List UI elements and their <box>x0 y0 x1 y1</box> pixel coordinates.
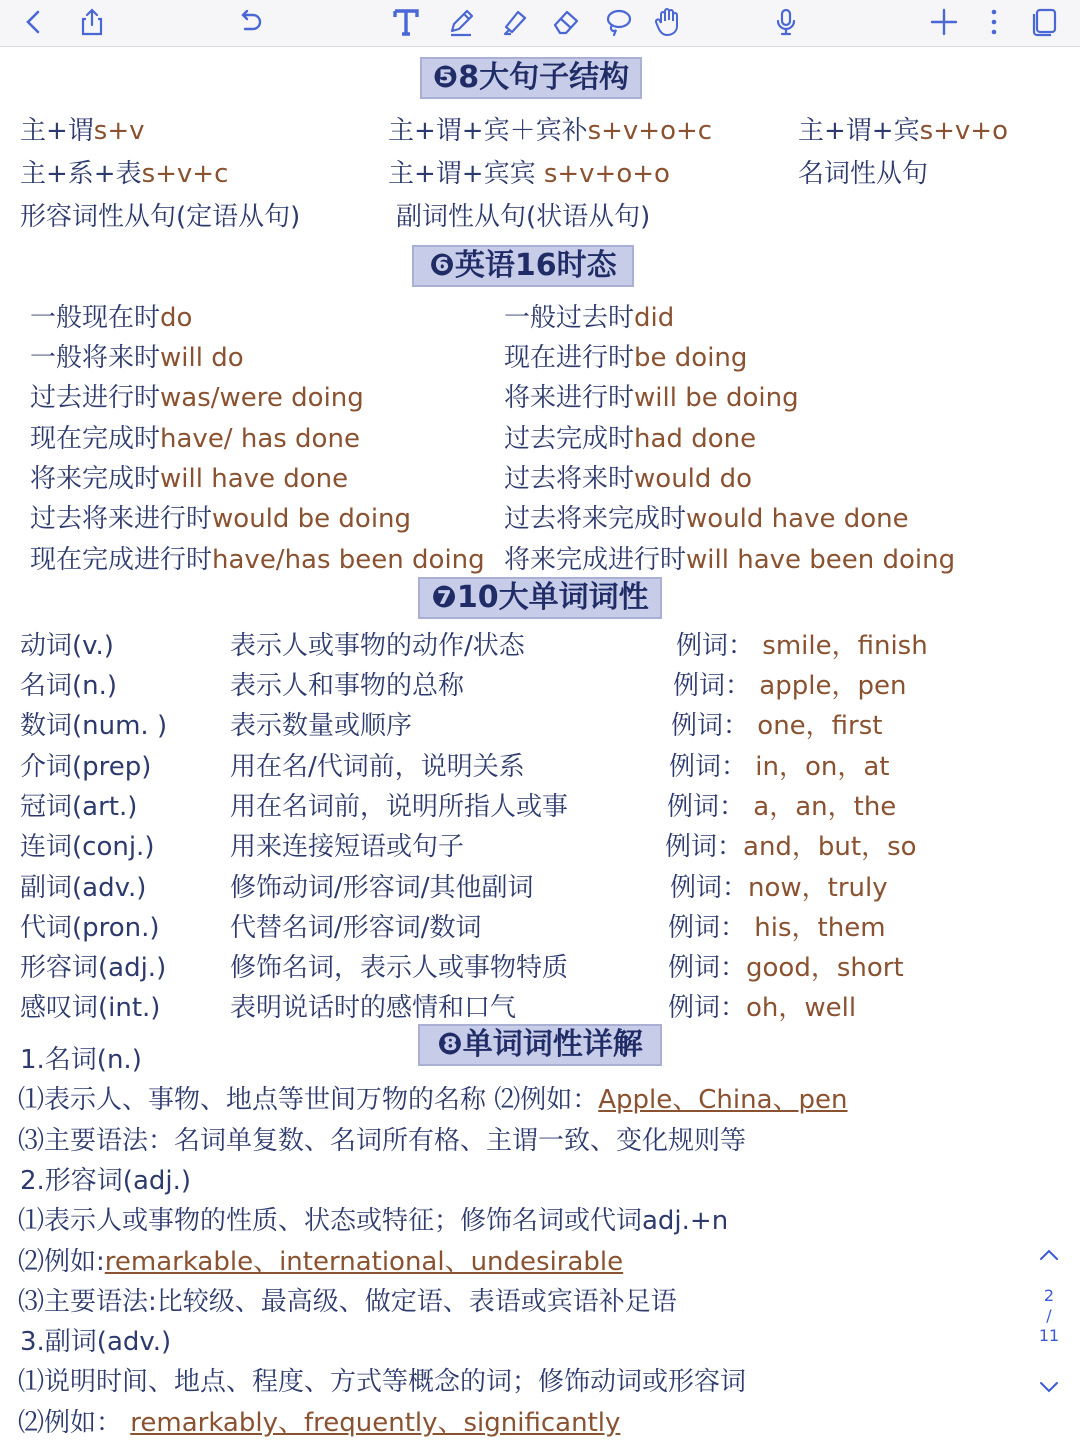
sentence-pattern: 副词性从句(状语从句) <box>396 202 651 232</box>
highlighter-icon[interactable] <box>496 4 532 40</box>
pos-name: 名词(n.) <box>20 671 118 701</box>
pos-name: 副词(adv.) <box>20 873 147 903</box>
sentence-pattern: 主+系+表s+v+c <box>20 159 229 189</box>
pos-example: 例词： one，first <box>671 711 883 741</box>
lasso-icon[interactable] <box>600 4 636 40</box>
tense-item: 过去进行时was/were doing <box>30 383 364 413</box>
microphone-icon[interactable] <box>768 4 804 40</box>
tense-item: 现在进行时be doing <box>504 343 748 373</box>
pos-name: 动词(v.) <box>20 631 114 661</box>
sentence-pattern: 名词性从句 <box>798 159 929 189</box>
add-icon[interactable] <box>926 4 962 40</box>
detail-line: ⑴说明时间、地点、程度、方式等概念的词；修饰动词或形容词 <box>18 1367 747 1397</box>
pos-example: 例词： smile，finish <box>676 631 928 661</box>
hand-icon[interactable] <box>650 4 686 40</box>
tense-item: 过去将来完成时would have done <box>504 504 909 534</box>
detail-line: ⑶主要语法:比较级、最高级、做定语、表语或宾语补足语 <box>18 1287 677 1317</box>
pos-name: 数词(num. ) <box>20 711 168 741</box>
page-separator: / <box>1046 1306 1052 1325</box>
detail-line: ⑶主要语法：名词单复数、名词所有格、主谓一致、变化规则等 <box>18 1126 747 1156</box>
detail-line: ⑴表示人、事物、地点等世间万物的名称 ⑵例如：Apple、China、pen <box>18 1085 848 1115</box>
back-chevron-icon[interactable] <box>16 4 52 40</box>
undo-icon[interactable] <box>232 4 268 40</box>
sentence-pattern: 主+谓s+v <box>20 116 145 146</box>
tense-item: 将来进行时will be doing <box>504 383 799 413</box>
section-heading-tenses: ❻英语16时态 <box>412 245 634 287</box>
page-indicator <box>1028 1286 1070 1346</box>
tense-item: 一般过去时did <box>504 303 675 333</box>
pos-example: 例词： in，on，at <box>669 752 890 782</box>
share-icon[interactable] <box>74 4 110 40</box>
pos-example: 例词： a，an，the <box>667 792 897 822</box>
section-heading-sentence-structures: ❺8大句子结构 <box>420 57 642 99</box>
pos-example: 例词：now，truly <box>670 873 888 903</box>
pos-example: 例词： his，them <box>668 913 886 943</box>
tense-item: 现在完成进行时have/has been doing <box>30 545 485 575</box>
total-pages: 11 <box>1038 1326 1060 1345</box>
tense-item: 将来完成进行时will have been doing <box>504 545 956 575</box>
page-up-icon[interactable] <box>1034 1240 1064 1270</box>
tense-item: 过去将来时would do <box>504 464 753 494</box>
detail-line: 3.副词(adv.) <box>20 1327 172 1357</box>
pos-example: 例词：and，but，so <box>665 832 917 862</box>
pos-description: 代替名词/形容词/数词 <box>230 913 482 943</box>
tense-item: 现在完成时have/ has done <box>30 424 360 454</box>
pos-description: 表明说话时的感情和口气 <box>230 993 517 1023</box>
current-page: 2 <box>1043 1286 1055 1305</box>
detail-line: 2.形容词(adj.) <box>20 1166 192 1196</box>
pos-description: 表示人和事物的总称 <box>230 671 465 701</box>
detail-line: 1.名词(n.) <box>20 1045 142 1075</box>
sentence-pattern: 主+谓+宾s+v+o <box>798 116 1008 146</box>
tense-item: 过去将来进行时would be doing <box>30 504 412 534</box>
pos-description: 修饰动词/形容词/其他副词 <box>230 873 534 903</box>
pos-description: 表示人或事物的动作/状态 <box>230 631 525 661</box>
tense-item: 一般将来时will do <box>30 343 244 373</box>
sentence-pattern: 主+谓+宾宾 s+v+o+o <box>388 159 670 189</box>
pos-name: 介词(prep) <box>20 752 152 782</box>
tense-item: 过去完成时had done <box>504 424 757 454</box>
toolbar <box>0 0 1080 47</box>
pos-example: 例词：good，short <box>668 953 904 983</box>
tense-item: 一般现在时do <box>30 303 193 333</box>
eraser-icon[interactable] <box>548 4 584 40</box>
tense-item: 将来完成时will have done <box>30 464 349 494</box>
pos-description: 用在名/代词前，说明关系 <box>230 752 525 782</box>
pos-description: 用在名词前，说明所指人或事 <box>230 792 569 822</box>
detail-line: ⑵例如： remarkably、frequently、significantly <box>18 1408 621 1438</box>
pos-name: 形容词(adj.) <box>20 953 167 983</box>
pen-icon[interactable] <box>443 4 479 40</box>
pages-icon[interactable] <box>1026 4 1062 40</box>
note-page[interactable] <box>0 47 1080 1440</box>
pos-example: 例词： apple，pen <box>673 671 907 701</box>
pos-name: 感叹词(int.) <box>20 993 161 1023</box>
sentence-pattern: 主+谓+宾＋宾补s+v+o+c <box>388 116 713 146</box>
page-down-icon[interactable] <box>1034 1372 1064 1402</box>
pos-name: 连词(conj.) <box>20 832 155 862</box>
sentence-pattern: 形容词性从句(定语从句) <box>20 202 301 232</box>
pos-example: 例词：oh，well <box>668 993 857 1023</box>
pos-description: 表示数量或顺序 <box>230 711 413 741</box>
detail-line: ⑴表示人或事物的性质、状态或特征；修饰名词或代词adj.+n <box>18 1206 729 1236</box>
pos-description: 用来连接短语或句子 <box>230 832 465 862</box>
text-tool-icon[interactable] <box>388 4 424 40</box>
section-heading-parts-of-speech: ❼10大单词词性 <box>418 577 662 619</box>
detail-line: ⑵例如:remarkable、international、undesirable <box>18 1247 624 1277</box>
pos-name: 代词(pron.) <box>20 913 160 943</box>
pos-name: 冠词(art.) <box>20 792 138 822</box>
pos-description: 修饰名词，表示人或事物特质 <box>230 953 569 983</box>
more-icon[interactable] <box>976 4 1012 40</box>
section-heading-pos-details: ❽单词词性详解 <box>418 1024 662 1066</box>
